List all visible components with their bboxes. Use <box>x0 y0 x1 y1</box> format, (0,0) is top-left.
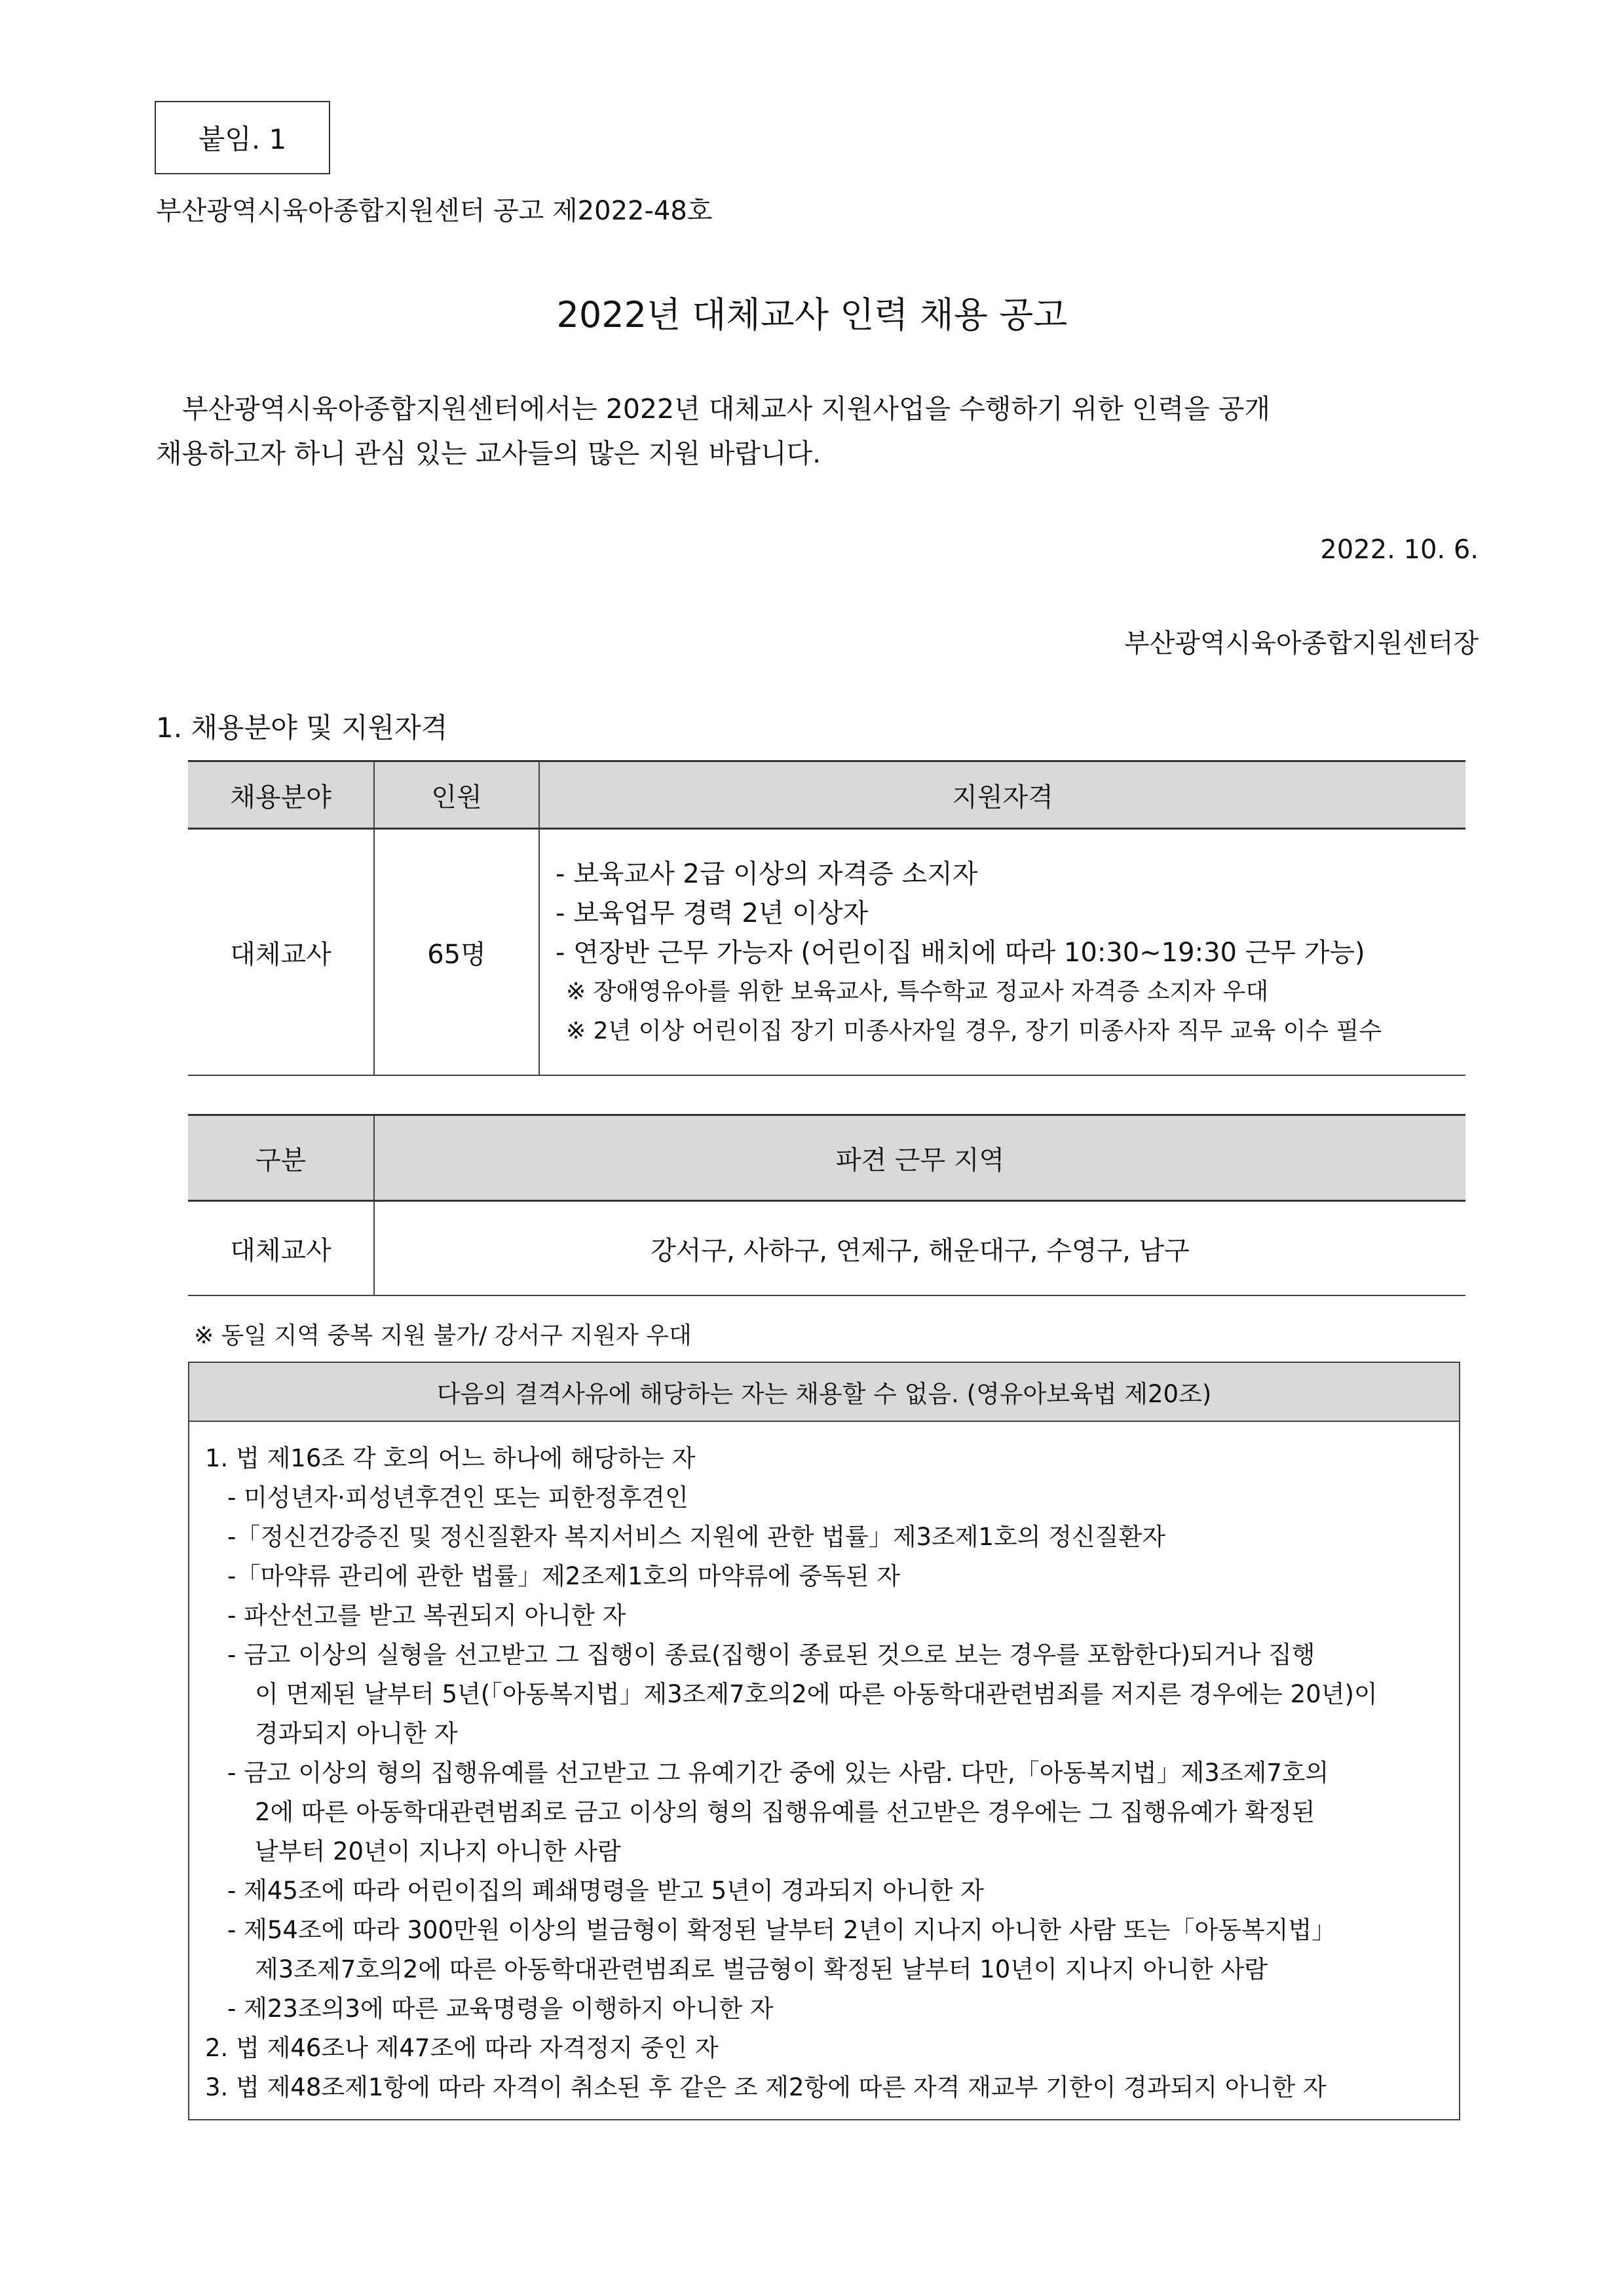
disqualification-line: -「마약류 관리에 관한 법률」제2조제1호의 마약류에 중독된 자 <box>227 1562 901 1590</box>
header-regions: 파견 근무 지역 <box>374 1115 1465 1201</box>
header-qualifications: 지원자격 <box>539 761 1465 829</box>
disqualification-line: - 파산선고를 받고 복권되지 아니한 자 <box>227 1601 626 1630</box>
disqualification-line: - 미성년자·피성년후견인 또는 피한정후견인 <box>227 1483 689 1512</box>
header-count: 인원 <box>374 761 539 829</box>
header-field: 채용분야 <box>188 761 374 829</box>
disqualification-line: -「정신건강증진 및 정신질환자 복지서비스 지원에 관한 법률」제3조제1호의 정신질환자 <box>227 1523 1165 1551</box>
disqualification-line: - 금고 이상의 실형을 선고받고 그 집행이 종료(집행이 종료된 것으로 보는 경우를 포함한다)되거나 집행 <box>227 1641 1315 1669</box>
qualification-item: - 보육교사 2급 이상의 자격증 소지자 <box>556 859 978 889</box>
table-row <box>188 829 1465 1076</box>
recruitment-table <box>188 760 1465 1076</box>
region-table <box>188 1114 1465 1296</box>
intro-paragraph <box>156 387 1479 476</box>
qualification-note: ※ 장애영유아를 위한 보육교사, 특수학교 정교사 자격증 소지자 우대 <box>566 978 1269 1005</box>
disqualification-line: 1. 법 제16조 각 호의 어느 하나에 해당하는 자 <box>205 1444 696 1472</box>
page-title: 2022년 대체교사 인력 채용 공고 <box>556 294 1068 335</box>
table-row <box>188 1201 1465 1296</box>
issuer-name: 부산광역시육아종합지원센터장 <box>1124 628 1479 659</box>
disqualification-heading: 다음의 결격사유에 해당하는 자는 채용할 수 없음. (영유아보육법 제20조) <box>189 1363 1459 1422</box>
header-category: 구분 <box>188 1115 374 1201</box>
qualification-item: - 연장반 근무 가능자 (어린이집 배치에 따라 10:30~19:30 근무 가능) <box>556 938 1365 968</box>
disqualification-line: - 제23조의3에 따른 교육명령을 이행하지 아니한 자 <box>227 1995 774 2023</box>
section-1-heading: 1. 채용분야 및 지원자격 <box>156 712 448 744</box>
disqualification-line: 2에 따른 아동학대관련범죄로 금고 이상의 형의 집행유예를 선고받은 경우에는 그 집행유예가 확정된 <box>255 1798 1315 1826</box>
attachment-label: 붙임. 1 <box>155 101 330 174</box>
cell-field: 대체교사 <box>188 829 374 1076</box>
disqualification-line: 제3조제7호의2에 따른 아동학대관련범죄로 벌금형이 확정된 날부터 10년이 지나지 아니한 사람 <box>255 1955 1268 1983</box>
disqualification-line: 3. 법 제48조제1항에 따라 자격이 취소된 후 같은 조 제2항에 따른 자격 재교부 기한이 경과되지 아니한 자 <box>205 2073 1327 2101</box>
disqualification-line: 날부터 20년이 지나지 아니한 사람 <box>255 1837 621 1866</box>
cell-regions: 강서구, 사하구, 연제구, 해운대구, 수영구, 남구 <box>374 1201 1465 1296</box>
disqualification-line: 이 면제된 날부터 5년(「아동복지법」제3조제7호의2에 따른 아동학대관련범죄를 저지른 경우에는 20년)이 <box>255 1680 1378 1708</box>
disqualification-list <box>189 1422 1459 2119</box>
disqualification-box <box>188 1362 1460 2120</box>
cell-category: 대체교사 <box>188 1201 374 1296</box>
region-note: ※ 동일 지역 중복 지원 불가/ 강서구 지원자 우대 <box>194 1322 692 1349</box>
disqualification-line: 2. 법 제46조나 제47조에 따라 자격정지 중인 자 <box>205 2034 719 2062</box>
disqualification-line: 경과되지 아니한 자 <box>255 1719 458 1748</box>
cell-count: 65명 <box>374 829 539 1076</box>
intro-line-2: 채용하고자 하니 관심 있는 교사들의 많은 지원 바랍니다. <box>156 438 821 469</box>
disqualification-line: - 금고 이상의 형의 집행유예를 선고받고 그 유예기간 중에 있는 사람. 다만,「아동복지법」제3조제7호의 <box>227 1759 1329 1787</box>
notice-date: 2022. 10. 6. <box>1320 535 1479 565</box>
disqualification-line: - 제54조에 따라 300만원 이상의 벌금형이 확정된 날부터 2년이 지나지 아니한 사람 또는「아동복지법」 <box>227 1916 1336 1944</box>
intro-line-1: 부산광역시육아종합지원센터에서는 2022년 대체교사 지원사업을 수행하기 위한 인력을 공개 <box>182 393 1270 425</box>
table-header-row <box>188 1115 1465 1201</box>
disqualification-line: - 제45조에 따라 어린이집의 폐쇄명령을 받고 5년이 경과되지 아니한 자 <box>227 1877 984 1905</box>
table-header-row <box>188 761 1465 829</box>
qualification-item: - 보육업무 경력 2년 이상자 <box>556 898 869 928</box>
notice-number: 부산광역시육아종합지원센터 공고 제2022-48호 <box>156 196 713 226</box>
cell-qualifications <box>539 829 1465 1076</box>
qualification-note: ※ 2년 이상 어린이집 장기 미종사자일 경우, 장기 미종사자 직무 교육 이수 필수 <box>566 1018 1382 1044</box>
